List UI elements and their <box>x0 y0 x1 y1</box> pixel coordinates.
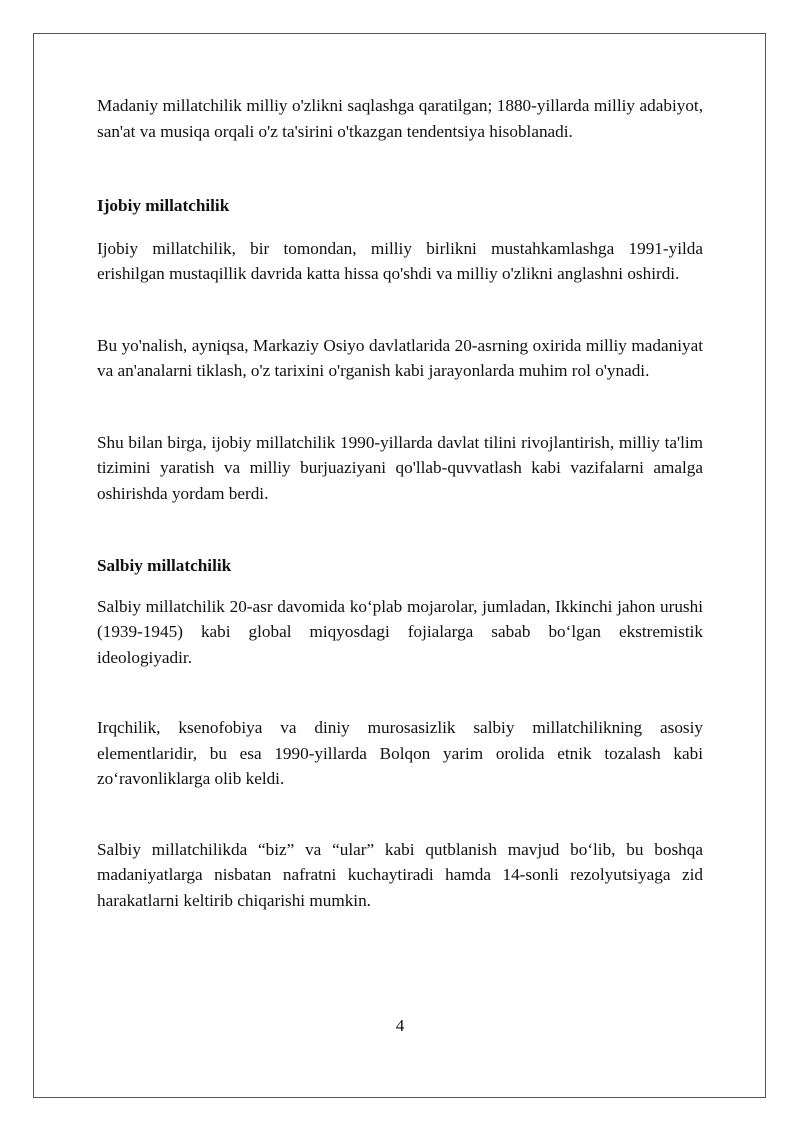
page-number: 4 <box>395 1016 405 1035</box>
paragraph-cultural-nationalism: Madaniy millatchilik milliy o'zlikni saqlashga qaratilgan; 1880-yillarda milliy adabiyot, san'at va musiqa orqali o'z ta'sirini o'tkazgan tendentsiya hisoblanadi. <box>97 96 703 141</box>
heading-negative-nationalism: Salbiy millatchilik <box>97 556 232 575</box>
paragraph-positive-nationalism-1: Ijobiy millatchilik, bir tomondan, milliy birlikni mustahkamlashga 1991-yilda erishilgan mustaqillik davrida katta hissa qo'shdi va milliy o'zlikni anglashni oshirdi. <box>97 238 703 283</box>
document-body <box>97 93 703 913</box>
paragraph-negative-nationalism-2: Irqchilik, ksenofobiya va diniy murosasizlik salbiy millatchilikning asosiy elementlaridir, bu esa 1990-yillarda Bolqon yarim orolida etnik tozalash kabi zo‘ravonliklarga olib keldi. <box>97 718 703 788</box>
heading-positive-nationalism: Ijobiy millatchilik <box>97 196 230 215</box>
paragraph-negative-nationalism-1: Salbiy millatchilik 20-asr davomida ko‘plab mojarolar, jumladan, Ikkinchi jahon urushi (1939-1945) kabi global miqyosdagi fojialarga sabab bo‘lgan ekstremistik ideologiyadir. <box>97 596 703 667</box>
paragraph-negative-nationalism-3: Salbiy millatchilikda “biz” va “ular” kabi qutblanish mavjud bo‘lib, bu boshqa madaniyatlarga nisbatan nafratni kuchaytiradi hamda 14-sonli rezolyutsiyaga zid harakatlarni keltirib chiqarishi mumkin. <box>97 839 703 910</box>
paragraph-positive-nationalism-3: Shu bilan birga, ijobiy millatchilik 1990-yillarda davlat tilini rivojlantirish, milliy ta'lim tizimini yaratish va milliy burjuaziyani qo'llab-quvvatlash kabi vazifalarni amalga oshirishda yordam berdi. <box>97 432 703 503</box>
paragraph-positive-nationalism-2: Bu yo'nalish, ayniqsa, Markaziy Osiyo davlatlarida 20-asrning oxirida milliy madaniyat va an'analarni tiklash, o'z tarixini o'rganish kabi jarayonlarda muhim rol o'ynadi. <box>97 335 703 380</box>
